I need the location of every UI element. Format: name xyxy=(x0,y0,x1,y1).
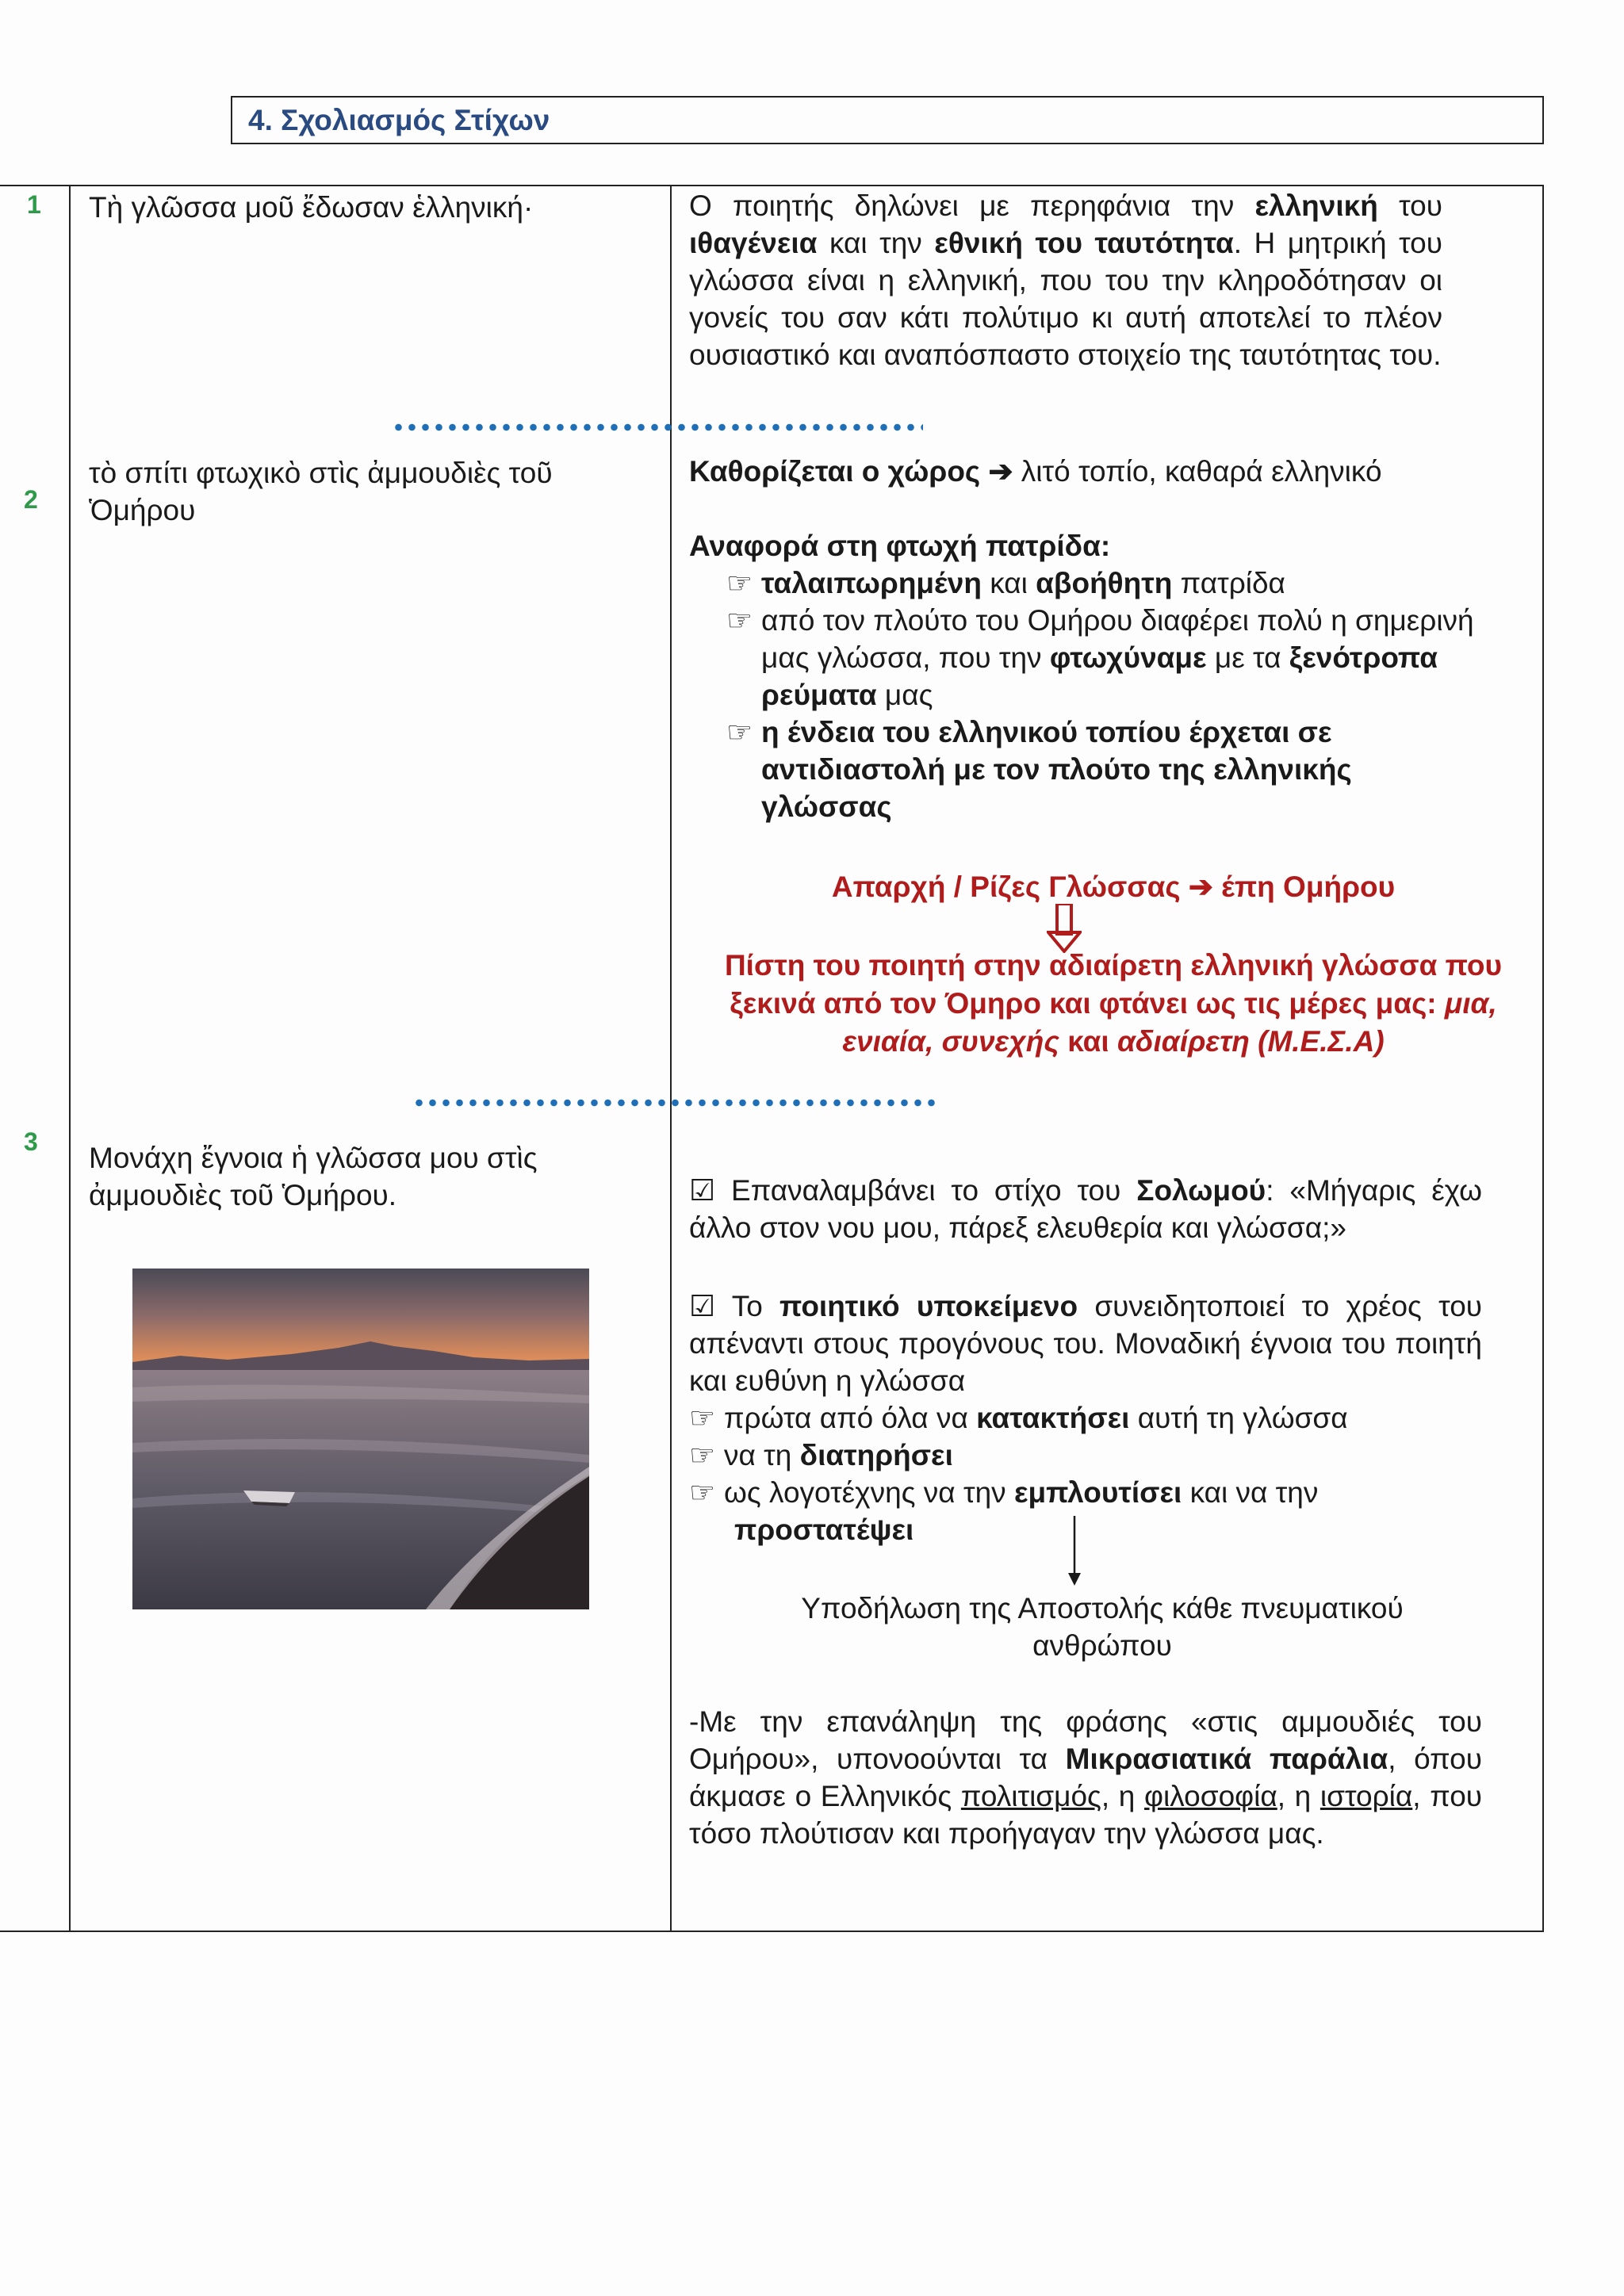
section-title: 4. Σχολιασμός Στίχων xyxy=(231,96,1544,144)
pointing-hand-icon: ☞ xyxy=(726,604,753,637)
bullet-4-bold: κατακτήσει xyxy=(976,1402,1130,1434)
c3-text: συνειδητοποιεί το χρέος του απέναντι στους προγόνους του. Μοναδική έγνοια του ποιητή και ευθύνη η γλώσσα xyxy=(689,1290,1483,1397)
pointing-hand-icon: ☞ xyxy=(726,567,753,599)
c2-place-bold: Καθορίζεται ο χώρος xyxy=(689,455,981,488)
bullet-6-bold: εμπλουτίσει xyxy=(1013,1476,1182,1509)
c1-bold-elliniki: ελληνική xyxy=(1254,189,1378,222)
c3-last-underline: φιλοσοφία xyxy=(1144,1780,1277,1812)
bullet-4-text-part: πρώτα από όλα να xyxy=(724,1402,977,1434)
c3-last-underline: πολιτισμός xyxy=(960,1780,1101,1812)
c2-place-text: λιτό τοπίο, καθαρά ελληνικό xyxy=(1013,455,1382,488)
commentary-3-subject xyxy=(689,1288,1482,1399)
bullet-6 xyxy=(689,1474,1482,1511)
c3-last-text: , η xyxy=(1101,1780,1144,1812)
bullet-3-bold: η ένδεια του ελληνικού τοπίου έρχεται σε αντιδιαστολή με τον πλούτο της ελληνικής γλώσσας xyxy=(761,716,1352,823)
c1-text: και την xyxy=(817,227,935,259)
bullet-6-text xyxy=(724,1474,1318,1511)
pointing-hand-icon: ☞ xyxy=(689,1439,716,1471)
bullet-1-text-part: και xyxy=(981,567,1036,599)
pisti-italic: αδιαίρετη (Μ.Ε.Σ.Α) xyxy=(1116,1025,1385,1058)
bullet-2-text-part: με τα xyxy=(1206,641,1289,674)
bullet-3 xyxy=(726,714,1440,825)
bullet-1-text xyxy=(761,564,1285,602)
bullet-2-text-part: μας xyxy=(876,679,933,711)
commentary-2-heading: Αναφορά στη φτωχή πατρίδα: xyxy=(689,530,1111,562)
c3-text: Το xyxy=(715,1290,780,1322)
row-number-2: 2 xyxy=(24,485,38,514)
bullet-2-bold: φτωχύναμε xyxy=(1049,641,1207,674)
pointing-hand-icon: ☞ xyxy=(689,1476,716,1509)
c1-bold-ithageneia: ιθαγένεια xyxy=(689,227,818,259)
bullet-4-text xyxy=(724,1399,1348,1437)
bullet-2-text xyxy=(761,602,1503,714)
c1-text: Ο ποιητής δηλώνει με περηφάνια την xyxy=(689,189,1255,222)
arrow-right-icon: ➔ xyxy=(988,455,1013,488)
verse-2: τὸ σπίτι φτωχικὸ στὶς ἀμμουδιὲς τοῦ Ὁμήρου xyxy=(89,457,553,526)
aparxi-line: Απαρχή / Ρίζες Γλώσσας ➔ έπη Ομήρου xyxy=(831,871,1396,903)
dotted-separator-2 xyxy=(412,1099,940,1107)
checkbox-icon: ☑ xyxy=(689,1290,716,1322)
c3-last-underline: ιστορία xyxy=(1320,1780,1413,1812)
down-arrow-icon xyxy=(1065,1516,1084,1591)
verse-1: Τὴ γλῶσσα μοῦ ἔδωσαν ἑλληνική· xyxy=(89,191,534,224)
row-number-3: 3 xyxy=(24,1127,38,1156)
ypodilosi-text: Υποδήλωση της Αποστολής κάθε πνευματικού ανθρώπου xyxy=(801,1592,1404,1662)
beach-sunset-photo xyxy=(132,1269,589,1609)
bullet-2-bold: ξενότροπα ρεύματα xyxy=(761,641,1438,711)
bullet-6-text-part: ως λογοτέχνης να την xyxy=(724,1476,1014,1509)
bullet-2 xyxy=(726,602,1503,714)
c3-last-bold: Μικρασιατικά παράλια xyxy=(1065,1743,1388,1775)
bullet-5-text-part: να τη xyxy=(724,1439,800,1471)
bullet-4-text-part: αυτή τη γλώσσα xyxy=(1129,1402,1348,1434)
bullet-5 xyxy=(689,1437,1482,1474)
bullet-1-bold: ταλαιπωρημένη xyxy=(761,567,982,599)
pointing-hand-icon: ☞ xyxy=(689,1402,716,1434)
c3-text: : «Μήγαρις έχω άλλο στον νου μου, πάρεξ ελευθερία και γλώσσα;» xyxy=(689,1174,1483,1244)
c3-bold: ποιητικό υποκείμενο xyxy=(779,1290,1078,1322)
c1-bold-ethniki: εθνική του ταυτότητα xyxy=(934,227,1234,259)
commentary-3-last xyxy=(689,1703,1482,1852)
c3-last-text: , που τόσο πλούτισαν και προήγαγαν την γλώσσα μας. xyxy=(689,1780,1483,1850)
commentary-3-solomos xyxy=(689,1172,1482,1246)
commentary-1 xyxy=(689,187,1442,373)
verse-3: Μονάχη ἔγνοια ἡ γλῶσσα μου στὶς ἀμμουδιὲς τοῦ Ὁμήρου. xyxy=(89,1142,538,1211)
column-divider-commentary xyxy=(670,185,672,1932)
bullet-1-text-part: πατρίδα xyxy=(1172,567,1285,599)
bullet-5-text xyxy=(724,1437,953,1474)
c3-last-text: , η xyxy=(1277,1780,1320,1812)
bullet-5-bold: διατηρήσει xyxy=(799,1439,953,1471)
pisti-text: και xyxy=(1059,1025,1117,1058)
bullet-2-text-part: από τον πλούτο του Ομήρου διαφέρει πολύ η σημερινή μας γλώσσα, που την xyxy=(761,604,1474,674)
pisti-text: Πίστη του ποιητή στην αδιαίρετη ελληνική γλώσσα που ξεκινά από τον Όμηρο και φτάνει ως τις μέρες μας: xyxy=(724,949,1503,1020)
c3-last-text: , όπου άκμασε ο Ελληνικός xyxy=(689,1743,1482,1812)
bullet-4 xyxy=(689,1399,1482,1437)
bullet-1 xyxy=(726,564,1440,602)
c1-text: του xyxy=(1377,189,1442,222)
pisti-italic: μια, ενιαία, συνεχής xyxy=(842,987,1497,1058)
c3-text: Επαναλαμβάνει το στίχο του xyxy=(715,1174,1137,1207)
checkbox-icon: ☑ xyxy=(689,1174,716,1207)
pisti-statement xyxy=(689,947,1538,1061)
bullet-6-text-part: και να την xyxy=(1182,1476,1319,1509)
bullet-1-bold: αβοήθητη xyxy=(1036,567,1173,599)
column-divider-number xyxy=(69,185,71,1932)
bullet-6-continuation: προστατέψει xyxy=(734,1513,914,1546)
pointing-hand-icon: ☞ xyxy=(726,716,753,748)
dotted-separator-1 xyxy=(392,423,923,431)
commentary-2-place xyxy=(689,453,1482,490)
c1-text: . Η μητρική του γλώσσα είναι η ελληνική, που του την κληροδότησαν οι γονείς του σαν κάτι πολύτιμο κι αυτή αποτελεί το πλέον ουσιαστικό και αναπόσπαστο στοιχείο της ταυτότητας του. xyxy=(689,227,1442,371)
c3-bold: Σολωμού xyxy=(1136,1174,1266,1207)
c3-last-text: -Με την επανάληψη της φράσης «στις αμμουδιές του Ομήρου», υπονοούνται τα xyxy=(689,1705,1482,1775)
row-number-1: 1 xyxy=(27,190,41,219)
